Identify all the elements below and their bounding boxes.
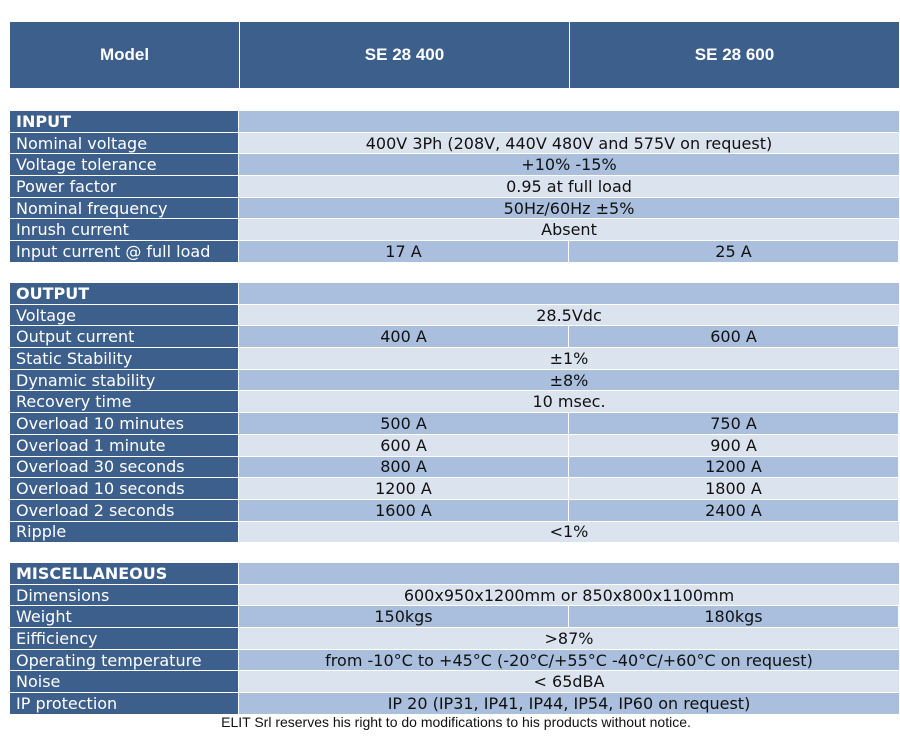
row-label: Overload 10 seconds — [10, 478, 239, 499]
table-header — [10, 22, 899, 88]
section-title-row — [10, 563, 899, 585]
row-value-se28400: 150kgs — [239, 606, 569, 627]
table-row — [10, 370, 899, 392]
row-label: Dynamic stability — [10, 370, 239, 391]
row-value-both-models: IP 20 (IP31, IP41, IP44, IP54, IP60 on request) — [239, 693, 899, 714]
row-value-se28600: 600 A — [569, 326, 898, 347]
row-label: Dimensions — [10, 585, 239, 606]
row-value-se28400: 600 A — [239, 435, 569, 456]
row-label: Voltage — [10, 305, 239, 326]
row-value-se28400: 1200 A — [239, 478, 569, 499]
table-row — [10, 522, 899, 544]
row-value-se28400: 400 A — [239, 326, 569, 347]
row-value-both-models: 0.95 at full load — [239, 176, 899, 197]
row-value-both-models: 28.5Vdc — [239, 305, 899, 326]
row-value-both-models: ±8% — [239, 370, 899, 391]
section-title: OUTPUT — [10, 283, 239, 304]
row-label: Nominal voltage — [10, 133, 239, 154]
table-row — [10, 348, 899, 370]
table-row — [10, 585, 899, 607]
row-value-both-models: >87% — [239, 628, 899, 649]
table-row — [10, 606, 899, 628]
table-row — [10, 435, 899, 457]
row-value-both-models: ±1% — [239, 348, 899, 369]
table-row — [10, 326, 899, 348]
row-value-both-models: 400V 3Ph (208V, 440V 480V and 575V on request) — [239, 133, 899, 154]
row-label: Static Stability — [10, 348, 239, 369]
footer-note: ELIT Srl reserves his right to do modifications to his products without notice. — [221, 714, 691, 730]
row-label: Overload 1 minute — [10, 435, 239, 456]
table-row — [10, 413, 899, 435]
row-label: Output current — [10, 326, 239, 347]
row-value-se28600: 25 A — [569, 241, 898, 262]
section-title: INPUT — [10, 111, 239, 132]
row-value-se28400: 500 A — [239, 413, 569, 434]
row-value-both-models: 50Hz/60Hz ±5% — [239, 198, 899, 219]
row-value-both-models: Absent — [239, 219, 899, 240]
table-row — [10, 671, 899, 693]
section-title-row — [10, 111, 899, 133]
row-label: Eifficiency — [10, 628, 239, 649]
model-se28600-header: SE 28 600 — [694, 45, 775, 64]
row-value-se28600: 2400 A — [569, 500, 898, 521]
table-row — [10, 176, 899, 198]
table-row — [10, 693, 899, 715]
input-section — [10, 111, 899, 263]
row-label: Operating temperature — [10, 650, 239, 671]
row-label: Voltage tolerance — [10, 154, 239, 175]
row-value-both-models: < 65dBA — [239, 671, 899, 692]
row-value-both-models: 10 msec. — [239, 391, 899, 412]
section-title-fill — [239, 563, 899, 584]
table-row — [10, 154, 899, 176]
row-value-se28400: 800 A — [239, 457, 569, 478]
row-value-both-models: from -10°C to +45°C (-20°C/+55°C -40°C/+60°C on request) — [239, 650, 899, 671]
row-value-se28400: 17 A — [239, 241, 569, 262]
row-label: Noise — [10, 671, 239, 692]
table-row — [10, 650, 899, 672]
model-header: Model — [10, 22, 240, 88]
miscellaneous-section — [10, 563, 899, 715]
row-value-se28600: 750 A — [569, 413, 898, 434]
row-value-se28600: 180kgs — [569, 606, 898, 627]
model-se28400-header: SE 28 400 — [240, 22, 570, 88]
section-title: MISCELLANEOUS — [10, 563, 239, 584]
table-row — [10, 478, 899, 500]
section-title-row — [10, 283, 899, 305]
row-label: Power factor — [10, 176, 239, 197]
section-title-fill — [239, 111, 899, 132]
table-row — [10, 500, 899, 522]
row-label: Weight — [10, 606, 239, 627]
row-label: Nominal frequency — [10, 198, 239, 219]
row-value-se28600: 1800 A — [569, 478, 898, 499]
table-row — [10, 133, 899, 155]
row-label: Inrush current — [10, 219, 239, 240]
row-label: Recovery time — [10, 391, 239, 412]
table-row — [10, 391, 899, 413]
row-label: IP protection — [10, 693, 239, 714]
table-row — [10, 457, 899, 479]
section-title-fill — [239, 283, 899, 304]
row-value-se28600: 1200 A — [569, 457, 898, 478]
table-row — [10, 198, 899, 220]
table-row — [10, 305, 899, 327]
row-label: Input current @ full load — [10, 241, 239, 262]
row-value-both-models: +10% -15% — [239, 154, 899, 175]
table-row — [10, 219, 899, 241]
output-section — [10, 283, 899, 543]
row-label: Overload 10 minutes — [10, 413, 239, 434]
row-label: Overload 30 seconds — [10, 457, 239, 478]
row-label: Ripple — [10, 522, 239, 543]
row-value-se28400: 1600 A — [239, 500, 569, 521]
row-value-se28600: 900 A — [569, 435, 898, 456]
row-value-both-models: 600x950x1200mm or 850x800x1100mm — [239, 585, 899, 606]
row-value-both-models: <1% — [239, 522, 899, 543]
row-label: Overload 2 seconds — [10, 500, 239, 521]
table-row — [10, 241, 899, 263]
table-row — [10, 628, 899, 650]
